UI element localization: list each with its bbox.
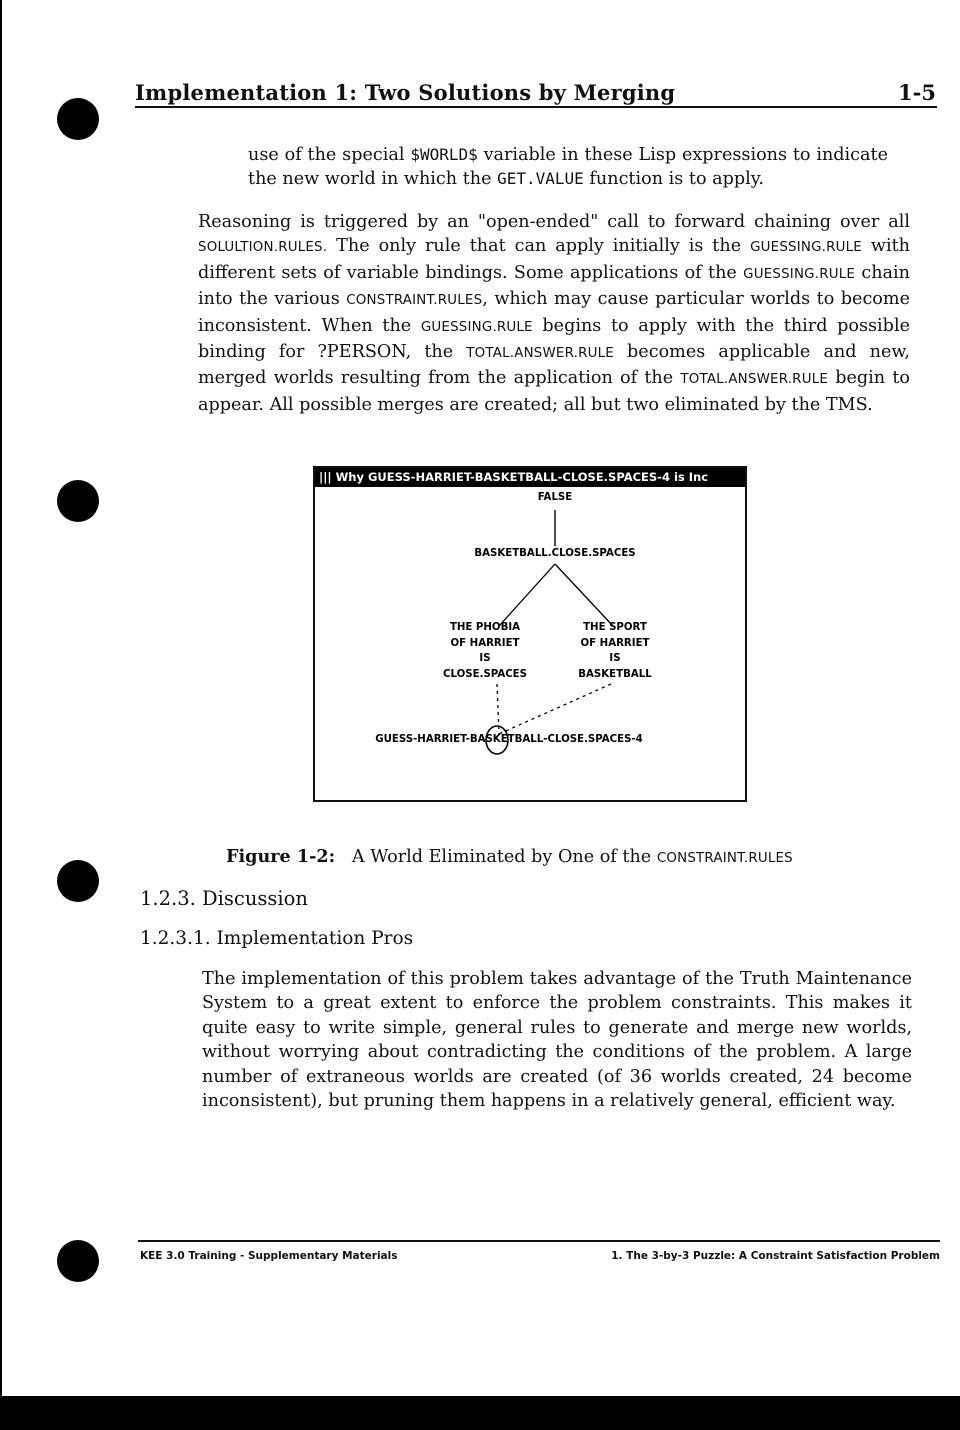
node-phobia-of-harriet[interactable] [435,620,535,682]
node-line: THE PHOBIA [449,622,521,633]
header-rule [135,106,937,108]
binder-hole-1 [57,98,99,140]
binder-hole-4 [57,1240,99,1282]
rule-name: CONSTRAINT.RULES [346,293,483,309]
text-run: variable in these Lisp expressions to indicate the new world in which the [248,145,889,190]
node-line: OF HARRIET [580,637,650,649]
node-line: OF HARRIET [450,637,520,649]
node-line: THE SPORT [583,622,647,633]
text-run: with different sets of variable bindings. Some applications of the [198,236,910,283]
code-get-value: GET.VALUE [497,169,584,189]
rule-name: GUESSING.RULE [743,266,856,282]
text-run: function is to apply. [583,169,764,190]
text-run: begins to apply with the third possible binding for ?PERSON, the [198,315,910,363]
section-heading: 1.2.3. Discussion [140,887,308,910]
rule-name: TOTAL.ANSWER.RULE [466,346,614,362]
rule-name: GUESSING.RULE [750,240,862,256]
page-number: 1-5 [898,80,936,105]
node-line: IS [479,653,491,664]
rule-name: GUESSING.RULE [420,319,533,335]
figure-window [313,466,747,802]
text-run: chain into the various [198,262,910,310]
text-run: begin to appear. All possible merges are created; all but two eliminated by the TMS. [198,368,910,415]
top-paragraph [248,143,888,192]
rule-name: SOLULTION.RULES. [198,240,328,256]
figure-window-title: Why GUESS-HARRIET-BASKETBALL-CLOSE.SPACES-4 is Inc [335,470,709,484]
figure-label: Figure 1-2: [226,846,336,867]
window-menu-icon[interactable]: ||| [319,470,332,484]
text-run: use of the special [248,145,411,165]
running-header-title: Implementation 1: Two Solutions by Merging [135,80,676,105]
rule-name: CONSTRAINT.RULES [656,851,793,866]
edge-sport-guess [499,684,611,734]
pros-paragraph: The implementation of this problem takes advantage of the Truth Maintenance System to a great extent to enforce the problem constraints. This makes it quite easy to write simple, general rules to generate and merge new worlds, without worrying about contradicting the conditions of the problem. A large number of extraneous worlds are created (of 36 worlds created, 24 become inconsistent), but pruning them happens in a relatively general, efficient way. [202,969,912,1112]
scan-left-edge [0,0,2,1396]
footer-rule [138,1240,940,1242]
figure-window-titlebar[interactable] [315,468,745,487]
binder-hole-2 [57,480,99,522]
node-line: CLOSE.SPACES [443,668,527,680]
text-run: becomes applicable and new, merged worlds resulting from the application of the [198,342,910,389]
caption-text: A World Eliminated by One of the [351,847,657,867]
node-line: BASKETBALL [578,668,652,680]
edge-basketball-phobia [499,564,555,626]
scan-bottom-bar [0,1396,960,1430]
binder-hole-3 [57,860,99,902]
node-guess-harriet[interactable]: GUESS-HARRIET-BASKETBALL-CLOSE.SPACES-4 [375,734,643,745]
reasoning-paragraph [198,210,910,417]
node-line: IS [609,653,621,664]
figure-caption [226,846,793,867]
subsection-heading: 1.2.3.1. Implementation Pros [140,928,414,949]
text-run: The only rule that can apply initially is the [327,236,751,257]
node-sport-of-harriet[interactable] [565,620,665,682]
node-false[interactable]: FALSE [537,492,573,503]
text-run: , which may cause particular worlds to become inconsistent. When the [198,289,910,336]
rule-name: TOTAL.ANSWER.RULE [680,372,829,388]
footer-left: KEE 3.0 Training - Supplementary Materials [140,1250,398,1262]
text-run: Reasoning is triggered by an "open-ended" call to forward chaining over all [198,212,910,232]
edge-basketball-sport [555,564,613,626]
node-basketball-close-spaces[interactable]: BASKETBALL.CLOSE.SPACES [474,548,636,559]
footer-right: 1. The 3-by-3 Puzzle: A Constraint Satisfaction Problem [611,1250,940,1262]
code-world-variable: $WORLD$ [410,145,478,164]
